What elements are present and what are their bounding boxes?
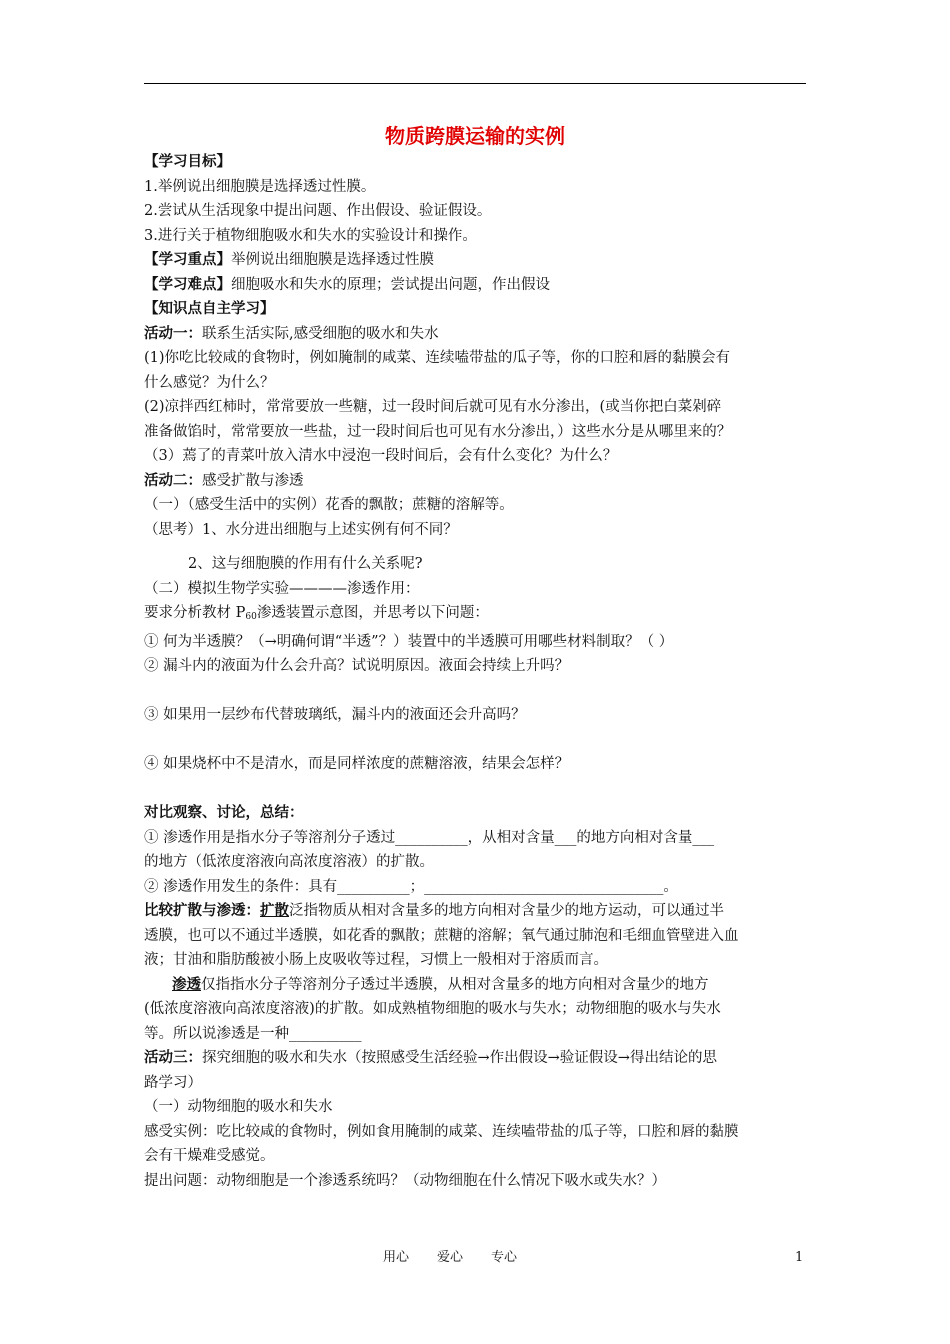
activity3-question: 提出问题：动物细胞是一个渗透系统吗？（动物细胞在什么情况下吸水或失水？） [144,1172,666,1189]
activity3-part1: （一）动物细胞的吸水和失水 [144,1099,333,1115]
footer-motto-item: 爱心 [437,1250,464,1265]
activity2-text: 感受扩散与渗透 [202,472,304,489]
difficulty-text: 细胞吸水和失水的原理；尝试提出问题，作出假设 [231,276,550,293]
compare-diffusion [144,899,808,924]
self-study-heading: 【知识点自主学习】 [144,300,275,317]
summary-item-1: 的地方（低浓度溶液向高浓度溶液）的扩散。 [144,854,434,870]
activity2-question-a: ① 何为半透膜？（→明确何谓“半透”？）装置中的半透膜可用哪些材料制取？（ ） [144,633,674,650]
diffusion-term: 扩散 [260,902,289,919]
activity2-think2: 2、这与细胞膜的作用有什么关系呢? [188,556,423,572]
page-ref-sub: 60 [245,612,257,622]
activity2-heading [144,469,808,494]
activity2-think1: （思考）1、水分进出细胞与上述实例有何不同？ [144,521,458,538]
activity2-label: 活动二： [144,471,202,489]
activity3-example: 感受实例：吃比较咸的食物时，例如食用腌制的咸菜、连续嗑带盐的瓜子等，口腔和唇的黏膜 [144,1123,739,1140]
compare-label: 比较扩散与渗透： [144,902,260,919]
compare-osmosis [144,973,808,998]
activity2-question-b: ② 漏斗内的液面为什么会升高？试说明原因。液面会持续上升吗？ [144,658,570,674]
activity3-heading [144,1046,808,1071]
footer-motto [383,1248,583,1268]
requirement-text-a: 要求分析教材 P [144,605,246,621]
footer-motto-item: 专心 [491,1250,518,1265]
activity2-requirement [144,601,808,630]
osmosis-text: 仅指指水分子等溶剂分子透过半透膜，从相对含量多的地方向相对含量少的地方 [201,976,709,993]
activity1-text: 联系生活实际,感受细胞的吸水和失水 [202,325,439,342]
page-number: 1 [795,1250,804,1265]
diffusion-text: 透膜，也可以不通过半透膜，如花香的飘散；蔗糖的溶解；氧气通过肺泡和毛细血管壁进入血 [144,927,739,944]
document-body [144,150,808,1193]
summary-item-1: ① 渗透作用是指水分子等溶剂分子透过__________，从相对含量___的地方向相对含量___ [144,829,715,846]
difficulty [144,273,808,298]
key-point-label: 【学习重点】 [144,251,231,268]
objective-item: 2.尝试从生活现象中提出问题、作出假设、验证假设。 [144,203,492,219]
requirement-text-b: 渗透装置示意图，并思考以下问题： [256,605,489,621]
activity1-heading [144,322,808,347]
activity1-q2: 准备做馅时，常常要放一些盐，过一段时间后也可见有水分渗出，）这些水分是从哪里来的？ [144,423,732,440]
objective-item: 1.举例说出细胞膜是选择透过性膜。 [144,178,376,195]
activity3-example: 会有干燥难受感觉。 [144,1148,275,1164]
activity2-question-d: ④ 如果烧杯中不是清水，而是同样浓度的蔗糖溶液，结果会怎样？ [144,756,570,772]
activity1-q3: （3）蔫了的青菜叶放入清水中浸泡一段时间后，会有什么变化？为什么？ [144,448,618,464]
activity3-label: 活动三： [144,1049,202,1066]
difficulty-label: 【学习难点】 [144,275,231,293]
activity3-text: 探究细胞的吸水和失水（按照感受生活经验→作出假设→验证假设→得出结论的思 [202,1050,717,1066]
diffusion-text: 液；甘油和脂肪酸被小肠上皮吸收等过程，习惯上一般相对于溶质而言。 [144,952,608,968]
activity2-question-c: ③ 如果用一层纱布代替玻璃纸，漏斗内的液面还会升高吗？ [144,707,526,723]
osmosis-term: 渗透 [172,975,201,993]
key-point-text: 举例说出细胞膜是选择透过性膜 [231,252,434,268]
summary-item-2: ② 渗透作用发生的条件：具有__________；_________________________________。 [144,878,678,895]
activity3-text: 路学习） [144,1074,202,1091]
osmosis-text: (低浓度溶液向高浓度溶液)的扩散。如成熟植物细胞的吸水与失水；动物细胞的吸水与失水 [144,1001,721,1017]
activity1-q1: 什么感觉？为什么？ [144,374,275,391]
activity2-part1: （一）（感受生活中的实例）花香的飘散；蔗糖的溶解等。 [144,497,514,513]
key-point [144,248,808,273]
osmosis-text: 等。所以说渗透是一种__________ [144,1025,362,1042]
diffusion-text: 泛指物质从相对含量多的地方向相对含量少的地方运动，可以通过半 [289,903,724,919]
objective-item: 3.进行关于植物细胞吸水和失水的实验设计和操作。 [144,227,477,244]
footer-motto-item: 用心 [383,1250,410,1265]
activity2-part2: （二）模拟生物学实验————渗透作用： [144,580,420,597]
activity1-q2: (2)凉拌西红柿时，常常要放一些糖，过一段时间后就可见有水分渗出，(或当你把白菜剁碎 [144,399,722,415]
page-title: 物质跨膜运输的实例 [385,124,565,148]
activity1-label: 活动一： [144,324,202,342]
activity1-q1: (1)你吃比较咸的食物时，例如腌制的咸菜、连续嗑带盐的瓜子等，你的口腔和唇的黏膜会有 [144,350,731,366]
summary-heading: 对比观察、讨论，总结： [144,804,304,821]
header-rule [144,83,806,84]
objectives-heading: 【学习目标】 [144,153,231,170]
